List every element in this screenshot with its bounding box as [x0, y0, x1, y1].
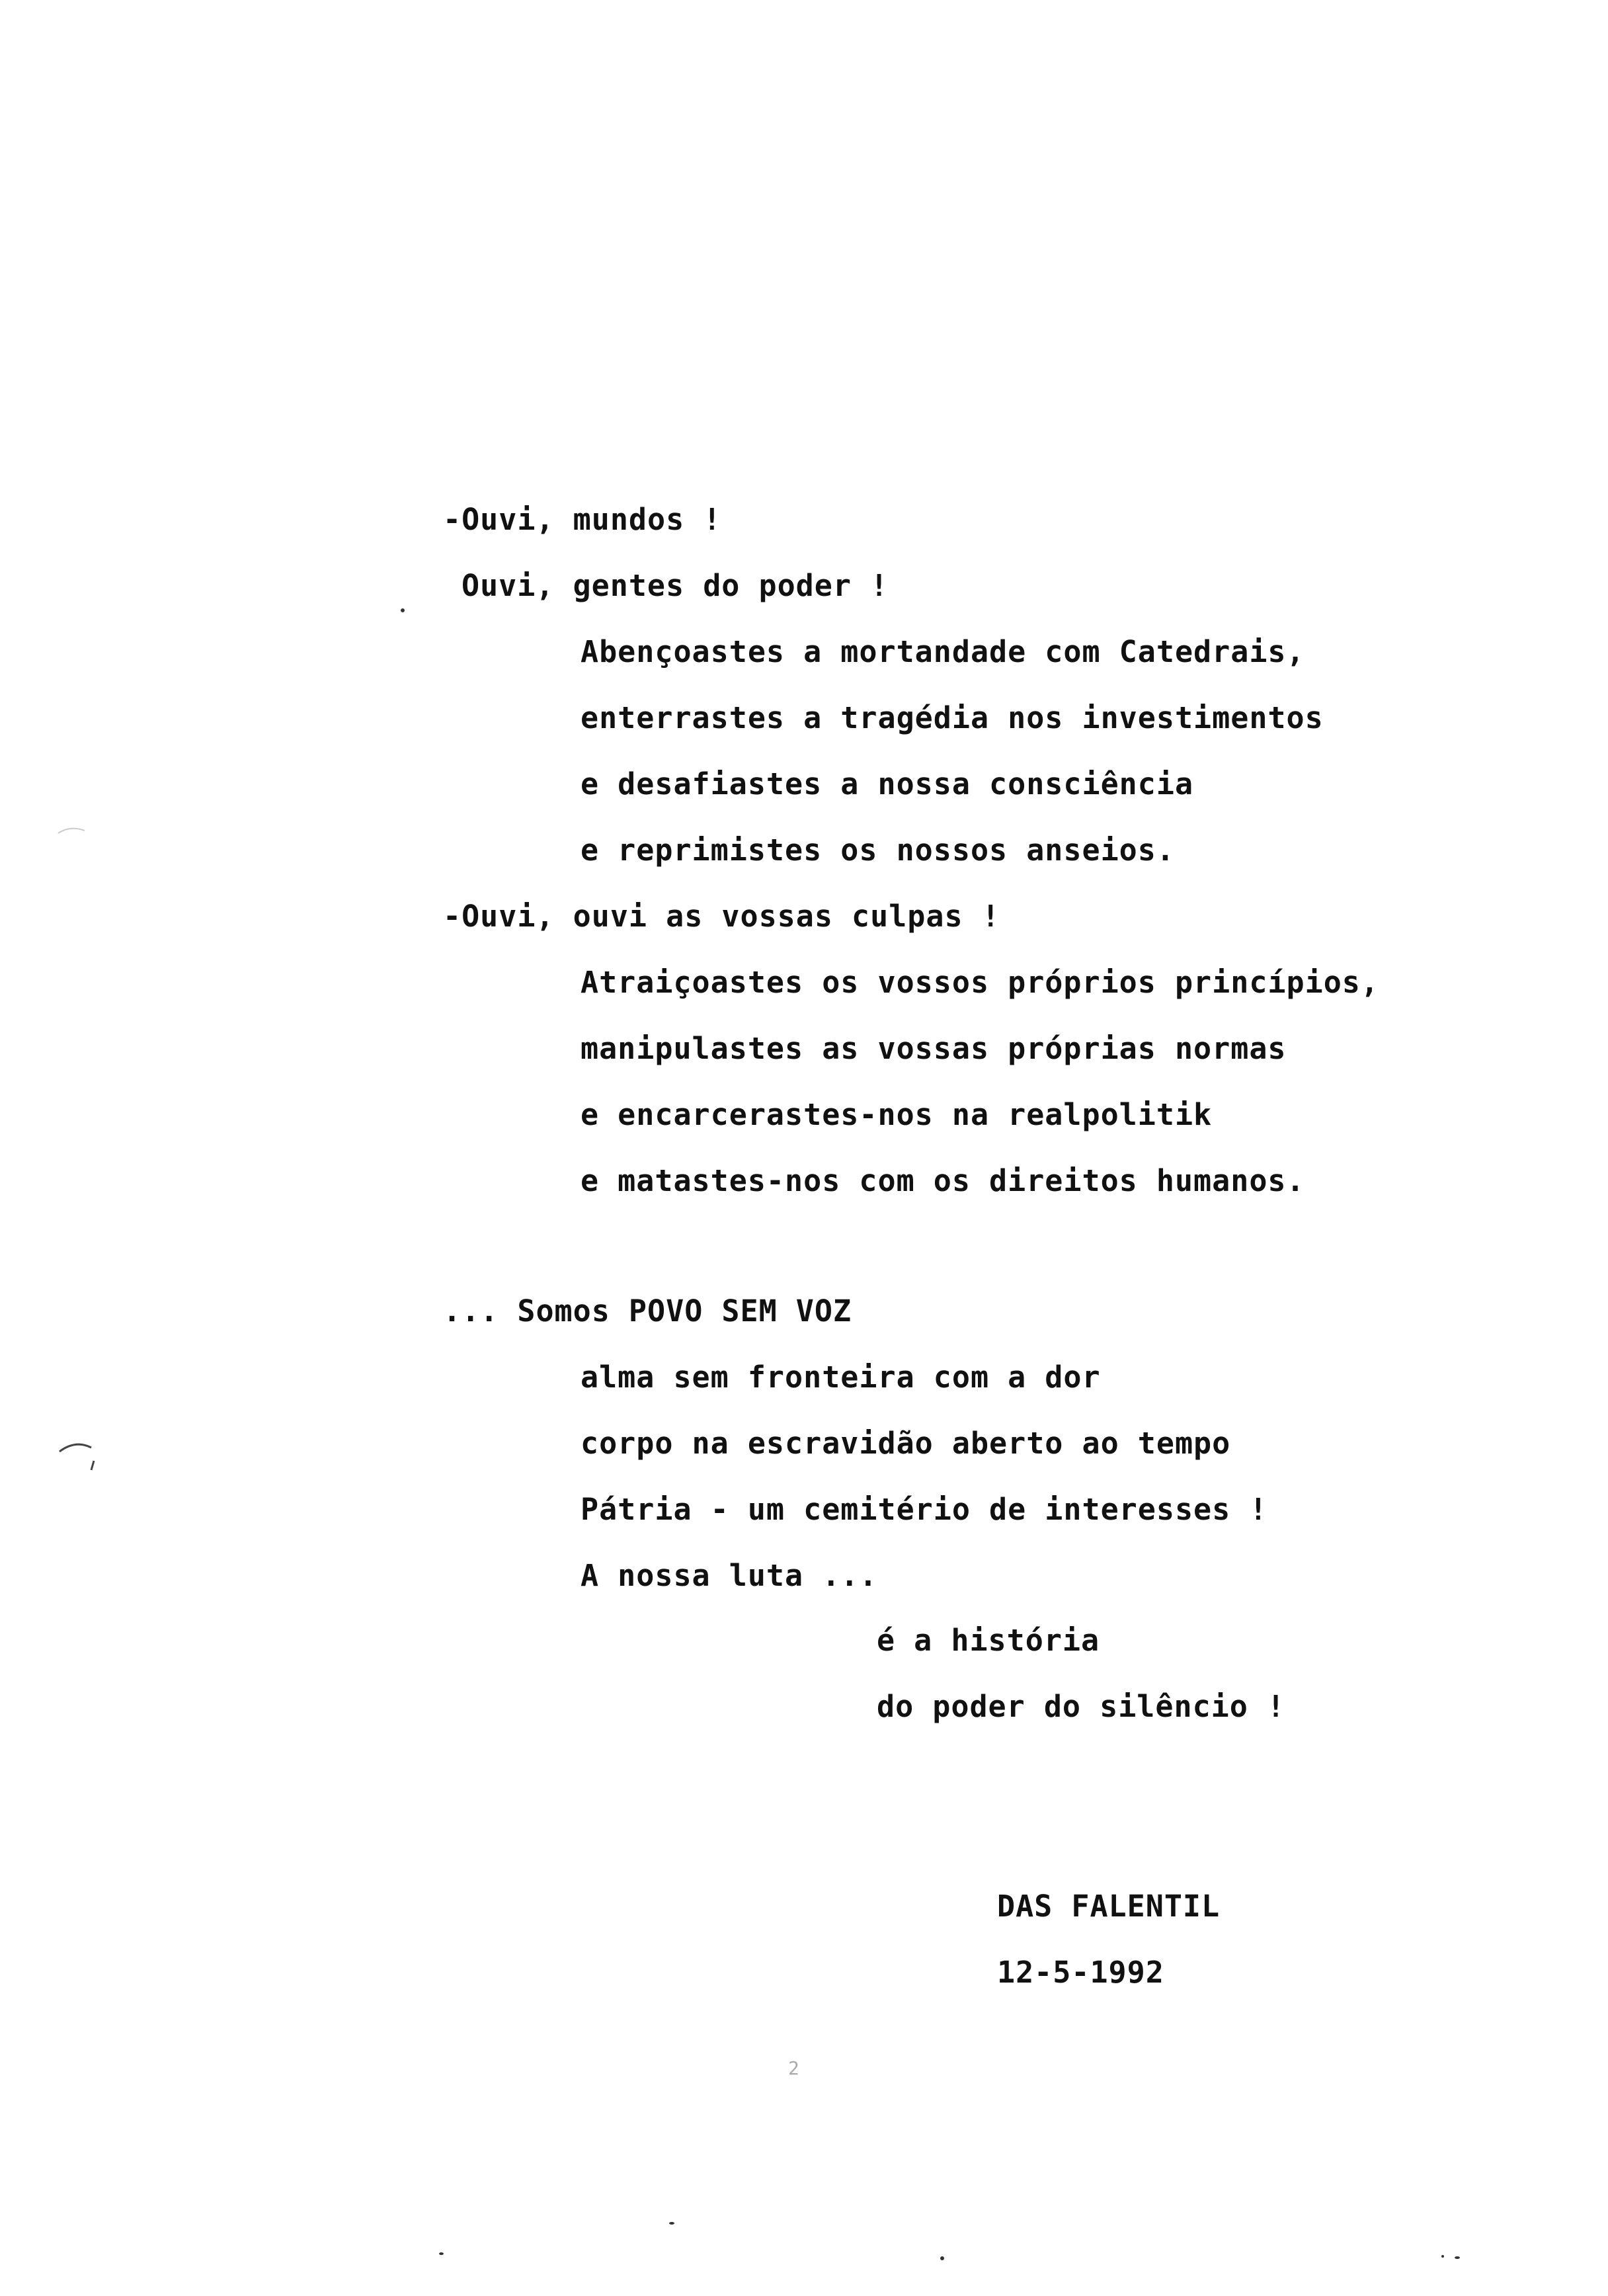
- scan-arc-mark: [56, 1432, 102, 1485]
- poem-line: manipulastes as vossas próprias normas: [581, 1031, 1287, 1066]
- poem-line: -Ouvi, mundos !: [443, 502, 722, 537]
- poem-line: Atraiçoastes os vossos próprios princípios,: [581, 965, 1379, 1000]
- scan-speck: [1455, 2256, 1460, 2259]
- poem-line: do poder do silêncio !: [877, 1689, 1286, 1724]
- poem-line: -Ouvi, ouvi as vossas culpas !: [443, 899, 1000, 934]
- poem-line: e encarcerastes-nos na realpolitik: [581, 1097, 1213, 1132]
- poem-line: e desafiastes a nossa consciência: [581, 766, 1194, 801]
- poem-line: e matastes-nos com os direitos humanos.: [581, 1163, 1305, 1198]
- scan-speck: [439, 2252, 444, 2255]
- poem-line: enterrastes a tragédia nos investimentos: [581, 700, 1324, 735]
- poem-line: A nossa luta ...: [581, 1558, 878, 1593]
- poem-line: alma sem fronteira com a dor: [581, 1360, 1101, 1395]
- poem-line: ... Somos POVO SEM VOZ: [443, 1293, 852, 1329]
- poem-line: Ouvi, gentes do poder !: [462, 568, 889, 603]
- poem-line: Abençoastes a mortandade com Catedrais,: [581, 634, 1305, 669]
- poem-line: corpo na escravidão aberto ao tempo: [581, 1426, 1231, 1461]
- poem-line: é a história: [877, 1623, 1100, 1658]
- signature-date: 12-5-1992: [997, 1955, 1164, 1990]
- page-marker: 2: [788, 2057, 800, 2079]
- poem-line: Pátria - um cemitério de interesses !: [581, 1492, 1268, 1527]
- scan-speck: [669, 2222, 674, 2225]
- faint-mark: [53, 820, 93, 846]
- author-signature: DAS FALENTIL: [997, 1889, 1221, 1924]
- scan-speck: [1441, 2255, 1444, 2258]
- poem-line: e reprimistes os nossos anseios.: [581, 833, 1175, 868]
- scan-speck: [940, 2256, 944, 2260]
- scan-speck: [401, 608, 405, 612]
